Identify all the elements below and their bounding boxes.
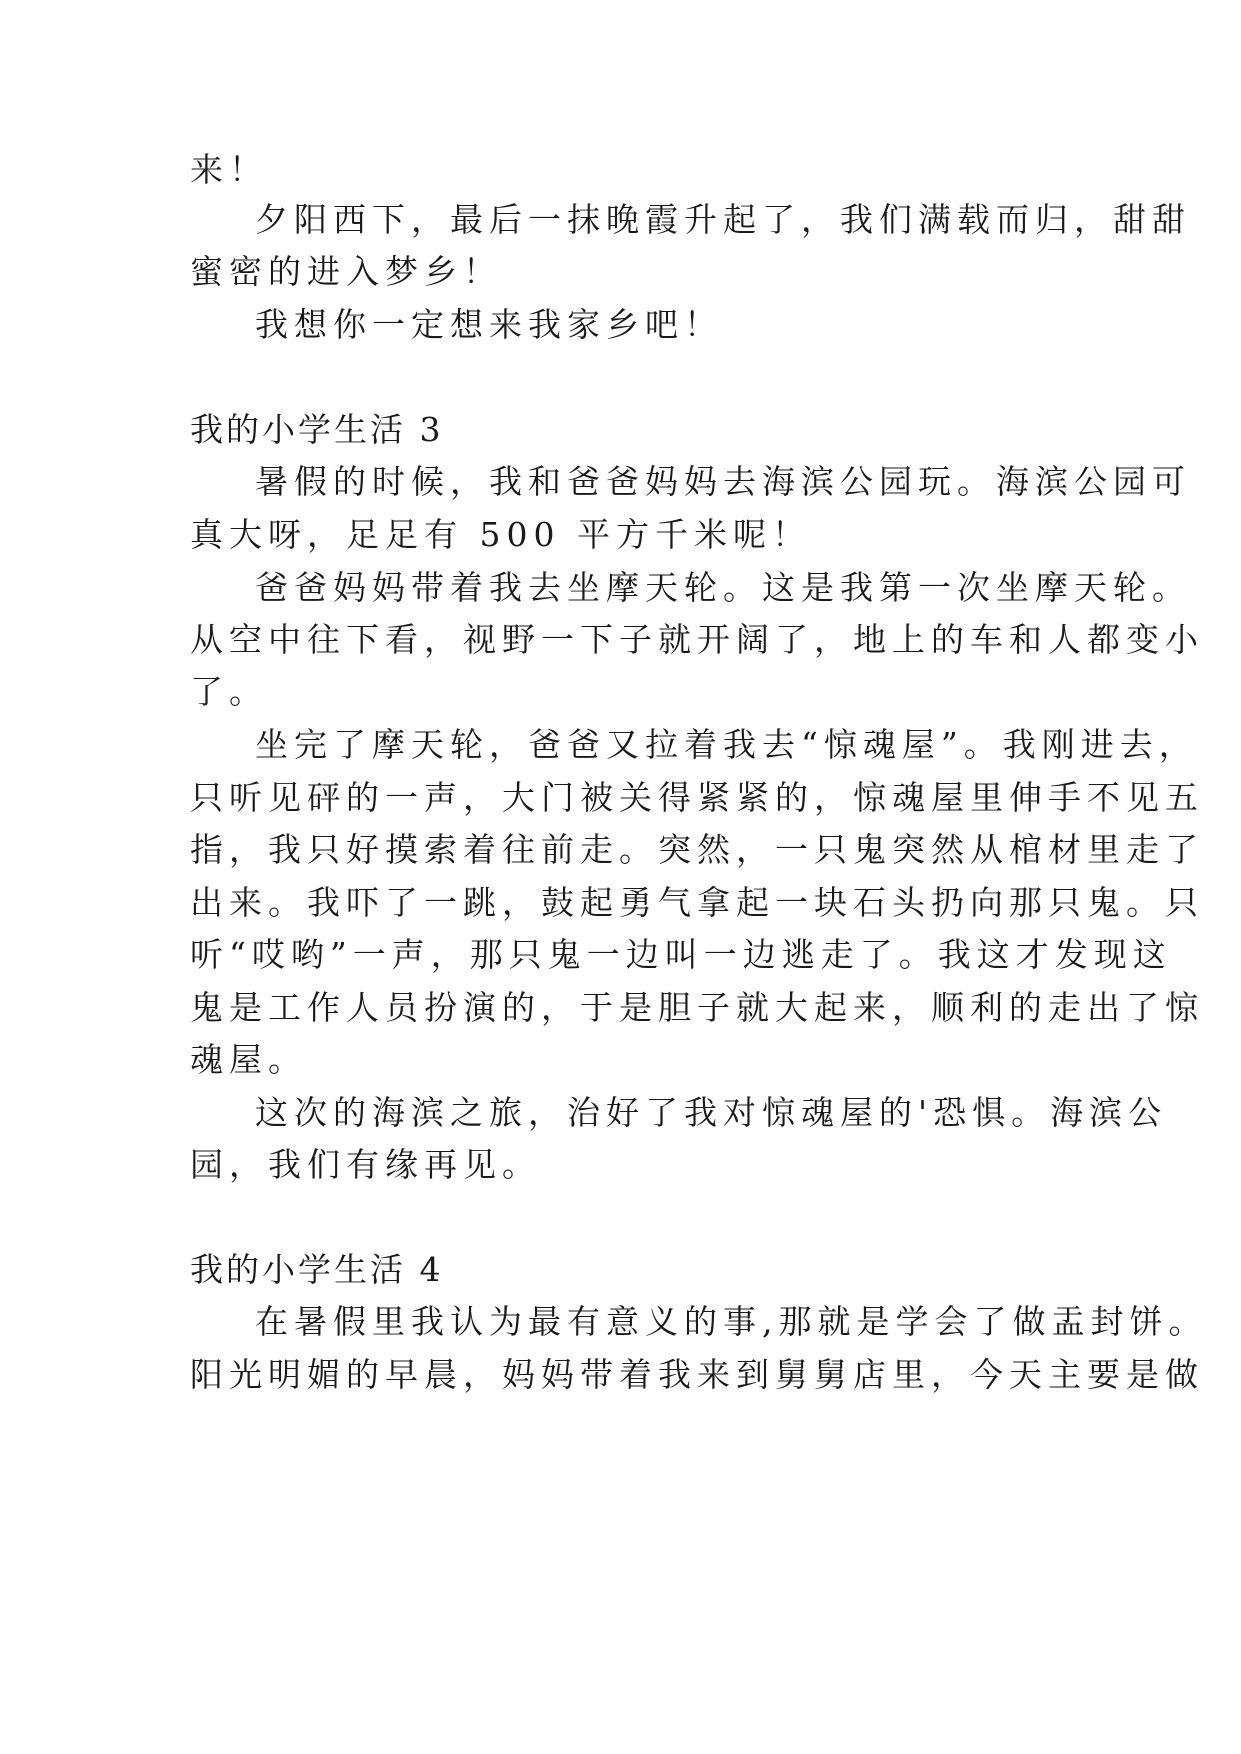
paragraph-line: 爸爸妈妈带着我去坐摩天轮。这是我第一次坐摩天轮。: [255, 568, 1191, 607]
paragraph-line: 这次的海滨之旅，治好了我对惊魂屋的'恐惧。海滨公: [255, 1093, 1168, 1132]
paragraph-line: 在暑假里我认为最有意义的事,那就是学会了做盂封饼。: [255, 1302, 1208, 1341]
paragraph-line: 从空中往下看，视野一下子就开阔了，地上的车和人都变小: [190, 620, 1204, 659]
paragraph-line: 阳光明媚的早晨，妈妈带着我来到舅舅店里，今天主要是做: [190, 1355, 1204, 1394]
section-heading-3: 我的小学生活 3: [190, 410, 444, 449]
paragraph-line: 真大呀，足足有 500 平方千米呢！: [190, 515, 811, 554]
paragraph-line: 鬼是工作人员扮演的，于是胆子就大起来，顺利的走出了惊: [190, 988, 1204, 1027]
paragraph-line: 暑假的时候，我和爸爸妈妈去海滨公园玩。海滨公园可: [255, 462, 1191, 501]
paragraph-line: 指，我只好摸索着往前走。突然，一只鬼突然从棺材里走了: [190, 830, 1204, 869]
paragraph-line: 园，我们有缘再见。: [190, 1145, 541, 1184]
paragraph-line: 来！: [190, 150, 268, 189]
paragraph-line: 了。: [190, 672, 268, 711]
paragraph-line: 只听见砰的一声，大门被关得紧紧的，惊魂屋里伸手不见五: [190, 778, 1204, 817]
section-heading-4: 我的小学生活 4: [190, 1250, 444, 1289]
paragraph-line: 蜜密的进入梦乡！: [190, 252, 502, 291]
paragraph-line: 听“哎哟”一声，那只鬼一边叫一边逃走了。我这才发现这: [190, 935, 1172, 974]
paragraph-line: 出来。我吓了一跳，鼓起勇气拿起一块石头扔向那只鬼。只: [190, 883, 1204, 922]
paragraph-line: 坐完了摩天轮，爸爸又拉着我去“惊魂屋”。我刚进去，: [255, 725, 1198, 764]
paragraph-line: 夕阳西下，最后一抹晚霞升起了，我们满载而归，甜甜: [255, 200, 1191, 239]
paragraph-line: 魂屋。: [190, 1040, 307, 1079]
paragraph-line: 我想你一定想来我家乡吧！: [255, 305, 723, 344]
